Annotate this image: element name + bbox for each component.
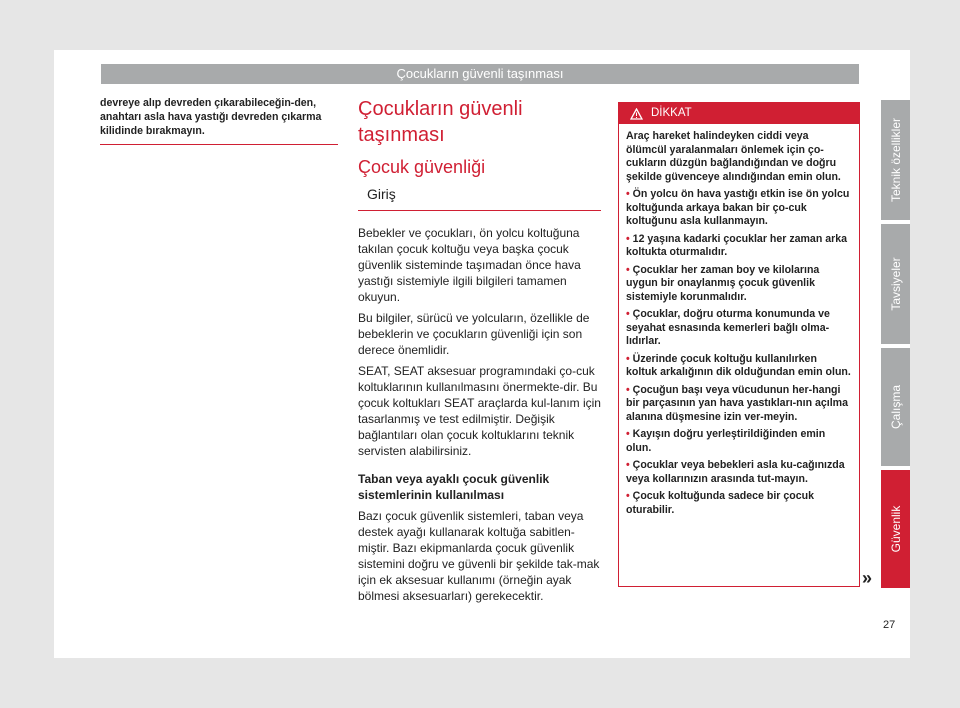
paragraph: SEAT, SEAT aksesuar programındaki ço-cuk koltuklarının kullanılmasını önermekte-dir. Bu çocuk koltukları SEAT araçlarda kul-lanım için tasarlanmış ve test edilmiştir. Değişik bağlantıları olan çocuk koltuklarını teknik servisten alabilirsiniz. xyxy=(358,364,601,458)
page-header: Çocukların güvenli taşınması xyxy=(101,64,859,84)
warning-body xyxy=(619,124,859,517)
subsection-title: Çocuk güvenliği xyxy=(358,157,486,177)
bullet-icon: • xyxy=(626,308,630,320)
warning-list-item xyxy=(626,428,851,455)
warning-list-item xyxy=(626,188,851,229)
warning-item-text: Çocuklar veya bebekleri asla ku-cağınızda veya kollarınızın arasında tut-mayın. xyxy=(626,459,845,485)
warning-list-item xyxy=(626,308,851,349)
continue-arrow-icon: » xyxy=(862,568,873,588)
warning-box xyxy=(618,102,860,587)
warning-item-text: Üzerinde çocuk koltuğu kullanılırken koltuk arkalığının dik olduğundan emin olun. xyxy=(626,352,851,378)
warning-title: DİKKAT xyxy=(651,107,692,119)
tab-calisma[interactable] xyxy=(881,348,910,466)
warning-triangle-icon xyxy=(630,108,643,120)
section-title: Çocukların güvenli taşınması xyxy=(358,98,523,146)
warning-list-item xyxy=(626,490,851,517)
warning-header xyxy=(619,103,859,124)
tab-tavsiyeler[interactable] xyxy=(881,224,910,344)
warning-item-text: Çocuğun başı veya vücudunun her-hangi bir parçasının yan hava yastıkları-nın açılma alanına düşmesine izin ver-meyin. xyxy=(626,383,848,423)
tab-teknik-ozellikler[interactable] xyxy=(881,100,910,220)
tab-label: Güvenlik xyxy=(888,505,903,553)
warning-list-item xyxy=(626,353,851,380)
heading-intro: Giriş xyxy=(358,184,601,211)
paragraph: Bebekler ve çocukları, ön yolcu koltuğuna takılan çocuk koltuğu veya başka çocuk güvenlik sisteminde taşımadan önce hava yastığı sistemiyle ilgili bilgileri tamamen okuyun. xyxy=(358,226,581,304)
warning-list-item xyxy=(626,264,851,305)
bullet-icon: • xyxy=(626,459,630,471)
tab-label: Tavsiyeler xyxy=(888,257,903,311)
paragraph: Bazı çocuk güvenlik sistemleri, taban veya destek ayağı kullanarak koltuğa sabitlen-miştir. Bazı ekipmanlarda çocuk güvenlik sistemini doğru ve güvenli bir şekilde tak-mak için ek aksesuar kullanımı (örneğin ayak bölmesi aksesuarları) gerekecektir. xyxy=(358,509,600,603)
bullet-icon: • xyxy=(626,263,630,276)
tab-label: Çalışma xyxy=(888,384,903,430)
subheading: Taban veya ayaklı çocuk güvenlik sistemlerinin kullanılması xyxy=(358,472,550,502)
continued-text: devreye alıp devreden çıkarabileceğin-den, anahtarı asla hava yastığı devreden çıkarma kilidinde bırakmayın. xyxy=(100,97,322,137)
warning-list-item xyxy=(626,233,851,260)
warning-item-text: Çocuk koltuğunda sadece bir çocuk oturabilir. xyxy=(626,490,814,516)
bullet-icon: • xyxy=(626,383,630,396)
warning-list-item xyxy=(626,459,851,486)
warning-item-text: Çocuklar, doğru oturma konumunda ve seyahat esnasında kemerleri bağlı olma-lıdırlar. xyxy=(626,308,830,347)
bullet-icon: • xyxy=(626,352,630,365)
bullet-icon: • xyxy=(626,188,630,200)
warning-list-item xyxy=(626,384,851,425)
tab-label: Teknik özellikler xyxy=(888,117,903,203)
column-middle xyxy=(358,96,601,609)
warning-item-text: 12 yaşına kadarki çocuklar her zaman arka koltukta oturmalıdır. xyxy=(626,232,848,258)
warning-item-text: Ön yolcu ön hava yastığı etkin ise ön yolcu koltuğunda arkaya bakan bir ço-cuk koltuğunu asla kullanmayın. xyxy=(626,188,850,227)
bullet-icon: • xyxy=(626,232,630,245)
page-number: 27 xyxy=(883,619,896,631)
bullet-icon: • xyxy=(626,490,630,502)
warning-intro: Araç hareket halindeyken ciddi veya ölümcül yaralanmaları önlemek için ço-cukların düzgün bağlandığından ve doğru şekilde güvenceye alındığından emin olun. xyxy=(626,130,841,183)
warning-item-text: Kayışın doğru yerleştirildiğinden emin olun. xyxy=(626,428,826,454)
tab-guvenlik[interactable] xyxy=(881,470,910,588)
bullet-icon: • xyxy=(626,428,630,440)
column-left xyxy=(100,96,338,145)
paragraph: Bu bilgiler, sürücü ve yolcuların, özellikle de bebeklerin ve çocukların güvenliği için son derece önemlidir. xyxy=(358,311,590,357)
warning-list xyxy=(626,188,851,517)
warning-item-text: Çocuklar her zaman boy ve kilolarına uygun bir onaylanmış çocuk güvenlik sistemiyle korunmalıdır. xyxy=(626,263,820,303)
